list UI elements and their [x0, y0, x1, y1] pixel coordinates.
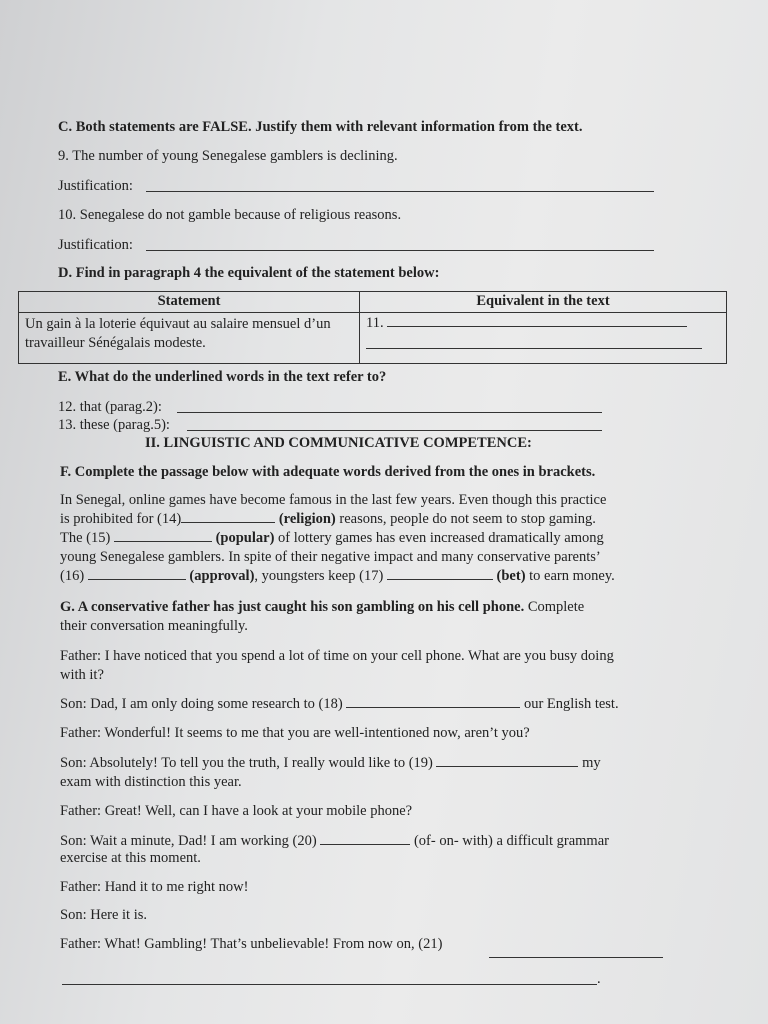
hint-popular: (popular) [215, 530, 275, 546]
passage-line-5 [60, 567, 615, 586]
passage-line-3-c: of lottery games has even increased dramatically among [278, 530, 604, 546]
dialogue-son-2-b: my [582, 755, 601, 771]
dialogue-son-2 [60, 754, 601, 773]
blank-21a[interactable] [489, 957, 663, 958]
blank-16[interactable] [88, 569, 186, 580]
blank-14[interactable] [181, 512, 275, 523]
answer-line-11a[interactable] [387, 316, 687, 327]
equivalent-answer-cell[interactable] [360, 313, 727, 364]
blank-19[interactable] [436, 756, 578, 767]
passage-line-5-e: to earn money. [529, 568, 615, 584]
blank-20[interactable] [320, 834, 410, 845]
justification-label-9: Justification: [58, 178, 133, 194]
dialogue-son-4: Son: Here it is. [60, 907, 147, 923]
equivalent-table [18, 291, 727, 364]
dialogue-son-2-c: exam with distinction this year. [60, 774, 242, 790]
dialogue-son-3-b: (of- on- with) a difficult grammar [413, 833, 609, 849]
blank-18[interactable] [346, 697, 520, 708]
answer-line-11b[interactable] [366, 338, 702, 349]
part-2-heading: II. LINGUISTIC AND COMMUNICATIVE COMPETENCE: [145, 435, 532, 451]
hint-approval: (approval) [189, 568, 255, 584]
dialogue-son-1 [60, 695, 619, 714]
dialogue-son-3-c: exercise at this moment. [60, 850, 201, 866]
question-9: 9. The number of young Senegalese gamblers is declining. [58, 148, 398, 164]
section-e-heading: E. What do the underlined words in the text refer to? [58, 369, 387, 385]
passage-line-2-c: reasons, people do not seem to stop gaming. [339, 511, 596, 527]
answer-line-12[interactable] [177, 412, 602, 413]
dialogue-father-3: Father: Great! Well, can I have a look at your mobile phone? [60, 803, 413, 819]
question-12: 12. that (parag.2): [58, 399, 162, 415]
dialogue-son-1-a: Son: Dad, I am only doing some research to (18) [60, 696, 343, 712]
dialogue-son-1-b: our English test. [523, 696, 619, 712]
passage-line-3-a: The (15) [60, 530, 111, 546]
hint-religion: (religion) [278, 511, 336, 527]
statement-cell: Un gain à la loterie équivaut au salaire mensuel d’un travailleur Sénégalais modeste. [19, 313, 360, 364]
section-f-heading: F. Complete the passage below with adequate words derived from the ones in brackets. [60, 464, 596, 480]
dialogue-son-2-a: Son: Absolutely! To tell you the truth, I really would like to (19) [60, 755, 433, 771]
blank-15[interactable] [114, 531, 212, 542]
dialogue-father-5: Father: What! Gambling! That’s unbelievable! From now on, (21) [60, 936, 443, 952]
section-g-heading-rest: Complete [527, 599, 585, 615]
passage-line-2-a: is prohibited for (14) [60, 511, 182, 527]
end-period: . [597, 971, 601, 987]
dialogue-father-1b: with it? [60, 667, 104, 683]
dialogue-father-4: Father: Hand it to me right now! [60, 879, 249, 895]
justification-label-10: Justification: [58, 237, 133, 253]
statement-column-header: Statement [19, 292, 360, 313]
passage-line-3 [60, 529, 604, 548]
passage-line-5-c: , youngsters keep (17) [254, 568, 384, 584]
passage-line-1: In Senegal, online games have become famous in the last few years. Even though this practice [60, 492, 607, 508]
question-13: 13. these (parag.5): [58, 417, 170, 433]
justification-line-9[interactable] [146, 191, 654, 192]
passage-line-2 [60, 510, 596, 529]
section-g-heading-bold: G. A conservative father has just caught his son gambling on his cell phone. [60, 599, 525, 615]
equivalent-column-header: Equivalent in the text [360, 292, 727, 313]
passage-line-4: young Senegalese gamblers. In spite of their negative impact and many conservative parents’ [60, 549, 601, 565]
justification-line-10[interactable] [146, 250, 654, 251]
section-g-heading [60, 598, 584, 617]
answer-line-13[interactable] [187, 430, 602, 431]
answer-number-11: 11. [366, 315, 384, 331]
dialogue-son-3-a: Son: Wait a minute, Dad! I am working (20) [60, 833, 317, 849]
section-c-heading: C. Both statements are FALSE. Justify them with relevant information from the text. [58, 119, 583, 135]
blank-21b[interactable] [62, 984, 597, 985]
hint-bet: (bet) [496, 568, 526, 584]
dialogue-father-1a: Father: I have noticed that you spend a lot of time on your cell phone. What are you busy doing [60, 648, 614, 664]
dialogue-father-2: Father: Wonderful! It seems to me that you are well-intentioned now, aren’t you? [60, 725, 530, 741]
blank-17[interactable] [387, 569, 493, 580]
section-d-heading: D. Find in paragraph 4 the equivalent of the statement below: [58, 265, 440, 281]
section-g-heading-line-2: their conversation meaningfully. [60, 618, 248, 634]
question-10: 10. Senegalese do not gamble because of religious reasons. [58, 207, 402, 223]
passage-line-5-a: (16) [60, 568, 85, 584]
